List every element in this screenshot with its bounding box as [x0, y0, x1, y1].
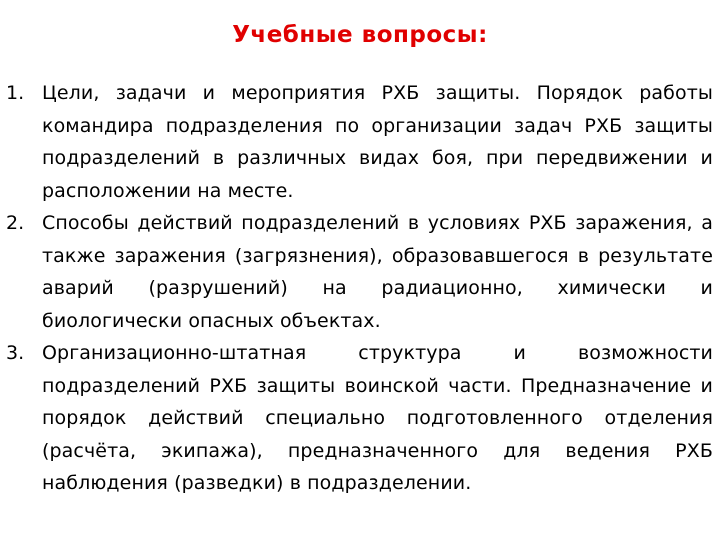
question-number: 1.: [6, 82, 25, 104]
question-item-3: [0, 337, 713, 500]
questions-list: [0, 77, 713, 500]
question-text: Цели, задачи и мероприятия РХБ защиты. Порядок работы командира подразделения по организации задач РХБ защиты подразделений в различных видах боя, при передвижении и расположении на месте.: [42, 82, 713, 202]
question-text: Организационно-штатная структура и возможности подразделений РХБ защиты воинской части. Предназначение и порядок действий специально подготовленного отделения (расчёта, экипажа), предназначенного для ведения РХБ наблюдения (разведки) в подразделении.: [42, 342, 713, 494]
question-number: 3.: [6, 342, 25, 364]
slide-title: Учебные вопросы:: [232, 22, 488, 48]
question-text: Способы действий подразделений в условиях РХБ заражения, а также заражения (загрязнения), образовавшегося в результате аварий (разрушений) на радиационно, химически и биологически опасных объектах.: [42, 212, 713, 332]
question-number: 2.: [6, 212, 25, 234]
question-item-1: [0, 77, 713, 207]
question-item-2: [0, 207, 713, 337]
